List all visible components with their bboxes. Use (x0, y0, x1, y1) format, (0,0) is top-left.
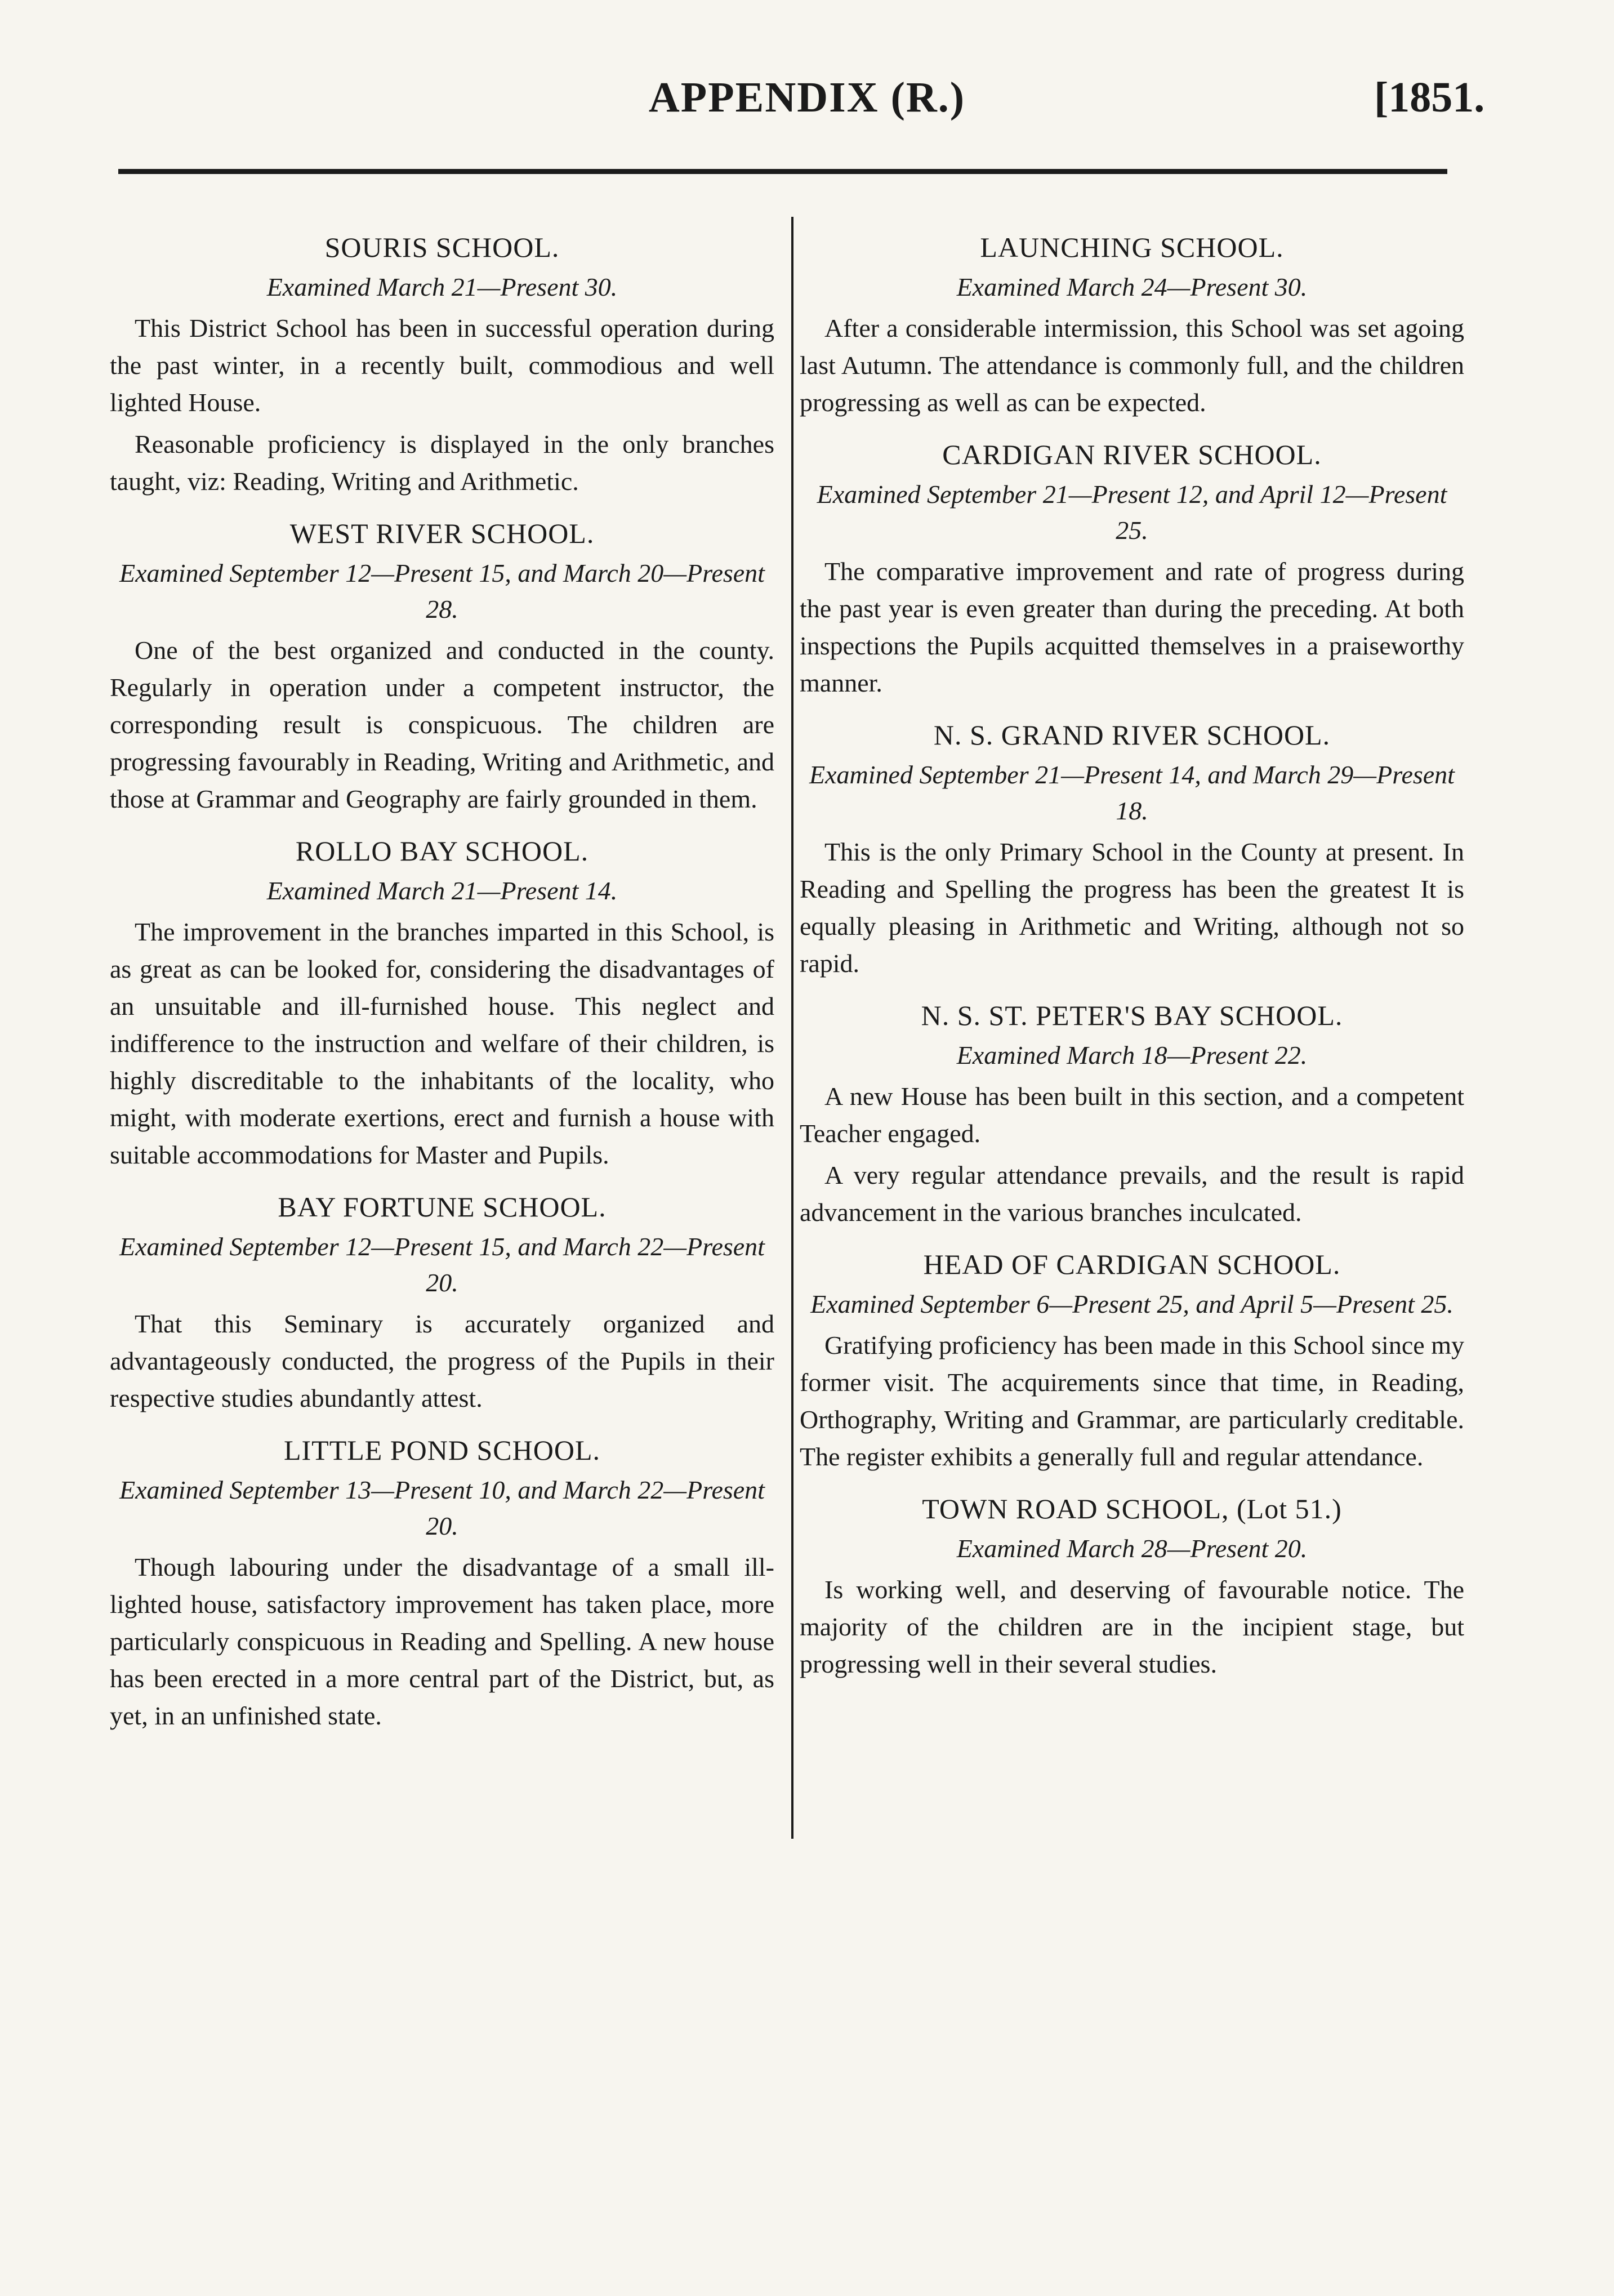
paragraph: One of the best organized and conducted in the county. Regularly in operation under a competent instructor, the corresponding result is conspicuous. The children are progressing favourably in Reading, Writing and Arithmetic, and those at Grammar and Geography are fairly grounded in them. (110, 636, 774, 813)
exam-line: Examined March 21—Present 14. (266, 876, 618, 905)
column-divider (791, 217, 793, 1839)
page-year: [1851. (1374, 74, 1485, 121)
section-grand-river-school (800, 715, 1464, 982)
right-column (800, 220, 1464, 1696)
paragraph: That this Seminary is accurately organized and advantageously conducted, the progress of the Pupils in their respective studies abundantly attest. (110, 1309, 774, 1412)
paragraph: This District School has been in successful operation during the past winter, in a recently built, commodious and well lighted House. (110, 314, 774, 417)
paragraph: The comparative improvement and rate of progress during the past year is even greater than during the preceding. At both inspections the Pupils acquitted themselves in a praiseworthy manner. (800, 557, 1464, 697)
section-title: HEAD OF CARDIGAN SCHOOL. (923, 1249, 1341, 1280)
exam-line: Examined September 12—Present 15, and March 22—Present 20. (119, 1232, 765, 1297)
page-title: APPENDIX (R.) (648, 74, 966, 121)
paragraph: Gratifying proficiency has been made in this School since my former visit. The acquirements since that time, in Reading, Orthography, Writing and Grammar, are particularly creditable. The register exhibits a generally full and regular attendance. (800, 1331, 1464, 1471)
exam-line: Examined September 21—Present 12, and April 12—Present 25. (817, 480, 1447, 545)
section-title: N. S. ST. PETER'S BAY SCHOOL. (921, 1000, 1343, 1031)
exam-line: Examined March 28—Present 20. (956, 1534, 1308, 1563)
exam-line: Examined September 12—Present 15, and March 20—Present 28. (119, 559, 765, 623)
section-souris-school (110, 228, 774, 500)
paragraph: Though labouring under the disadvantage of a small ill-lighted house, satisfactory improvement has taken place, more particularly conspicuous in Reading and Spelling. A new house has been erected in a more central part of the District, but, as yet, in an unfinished state. (110, 1553, 774, 1730)
exam-line: Examined September 21—Present 14, and March 29—Present 18. (809, 760, 1455, 825)
paragraph: The improvement in the branches imparted in this School, is as great as can be looked for, considering the disadvantages of an unsuitable and ill-furnished house. This neglect and indifference to the instruction and welfare of their children, is highly discreditable to the inhabitants of the locality, who might, with moderate exertions, erect and furnish a house with suitable accommodations for Master and Pupils. (110, 917, 774, 1169)
section-bay-fortune-school (110, 1187, 774, 1417)
section-st-peters-bay-school (800, 996, 1464, 1231)
section-title: TOWN ROAD SCHOOL, (Lot 51.) (922, 1493, 1342, 1524)
section-title: SOURIS SCHOOL. (324, 231, 560, 263)
section-cardigan-river-school (800, 435, 1464, 702)
section-launching-school (800, 228, 1464, 421)
exam-line: Examined March 21—Present 30. (266, 273, 618, 301)
section-title: WEST RIVER SCHOOL. (289, 518, 595, 549)
section-title: LITTLE POND SCHOOL. (283, 1434, 601, 1466)
section-head-of-cardigan-school (800, 1245, 1464, 1475)
paragraph: Reasonable proficiency is displayed in the only branches taught, viz: Reading, Writing and Arithmetic. (110, 430, 774, 496)
left-column (110, 220, 774, 1748)
paragraph: This is the only Primary School in the County at present. In Reading and Spelling the progress has been the greatest It is equally pleasing in Arithmetic and Writing, although not so rapid. (800, 837, 1464, 978)
exam-line: Examined September 6—Present 25, and April 5—Present 25. (810, 1290, 1454, 1318)
paragraph: After a considerable intermission, this School was set agoing last Autumn. The attendance is commonly full, and the children progressing as well as can be expected. (800, 314, 1464, 417)
section-west-river-school (110, 514, 774, 818)
exam-line: Examined March 24—Present 30. (956, 273, 1308, 301)
paragraph: A new House has been built in this section, and a competent Teacher engaged. (800, 1082, 1464, 1148)
section-rollo-bay-school (110, 831, 774, 1174)
exam-line: Examined September 13—Present 10, and March 22—Present 20. (119, 1475, 765, 1540)
paragraph: Is working well, and deserving of favourable notice. The majority of the children are in the incipient stage, but progressing well in their several studies. (800, 1575, 1464, 1678)
section-title: CARDIGAN RIVER SCHOOL. (942, 439, 1322, 470)
section-little-pond-school (110, 1430, 774, 1735)
header-rule (118, 169, 1447, 174)
exam-line: Examined March 18—Present 22. (956, 1041, 1308, 1069)
section-title: LAUNCHING SCHOOL. (980, 231, 1284, 263)
section-title: ROLLO BAY SCHOOL. (295, 835, 589, 867)
section-town-road-school (800, 1489, 1464, 1683)
section-title: N. S. GRAND RIVER SCHOOL. (933, 719, 1331, 751)
paragraph: A very regular attendance prevails, and the result is rapid advancement in the various branches inculcated. (800, 1161, 1464, 1227)
section-title: BAY FORTUNE SCHOOL. (278, 1191, 607, 1223)
